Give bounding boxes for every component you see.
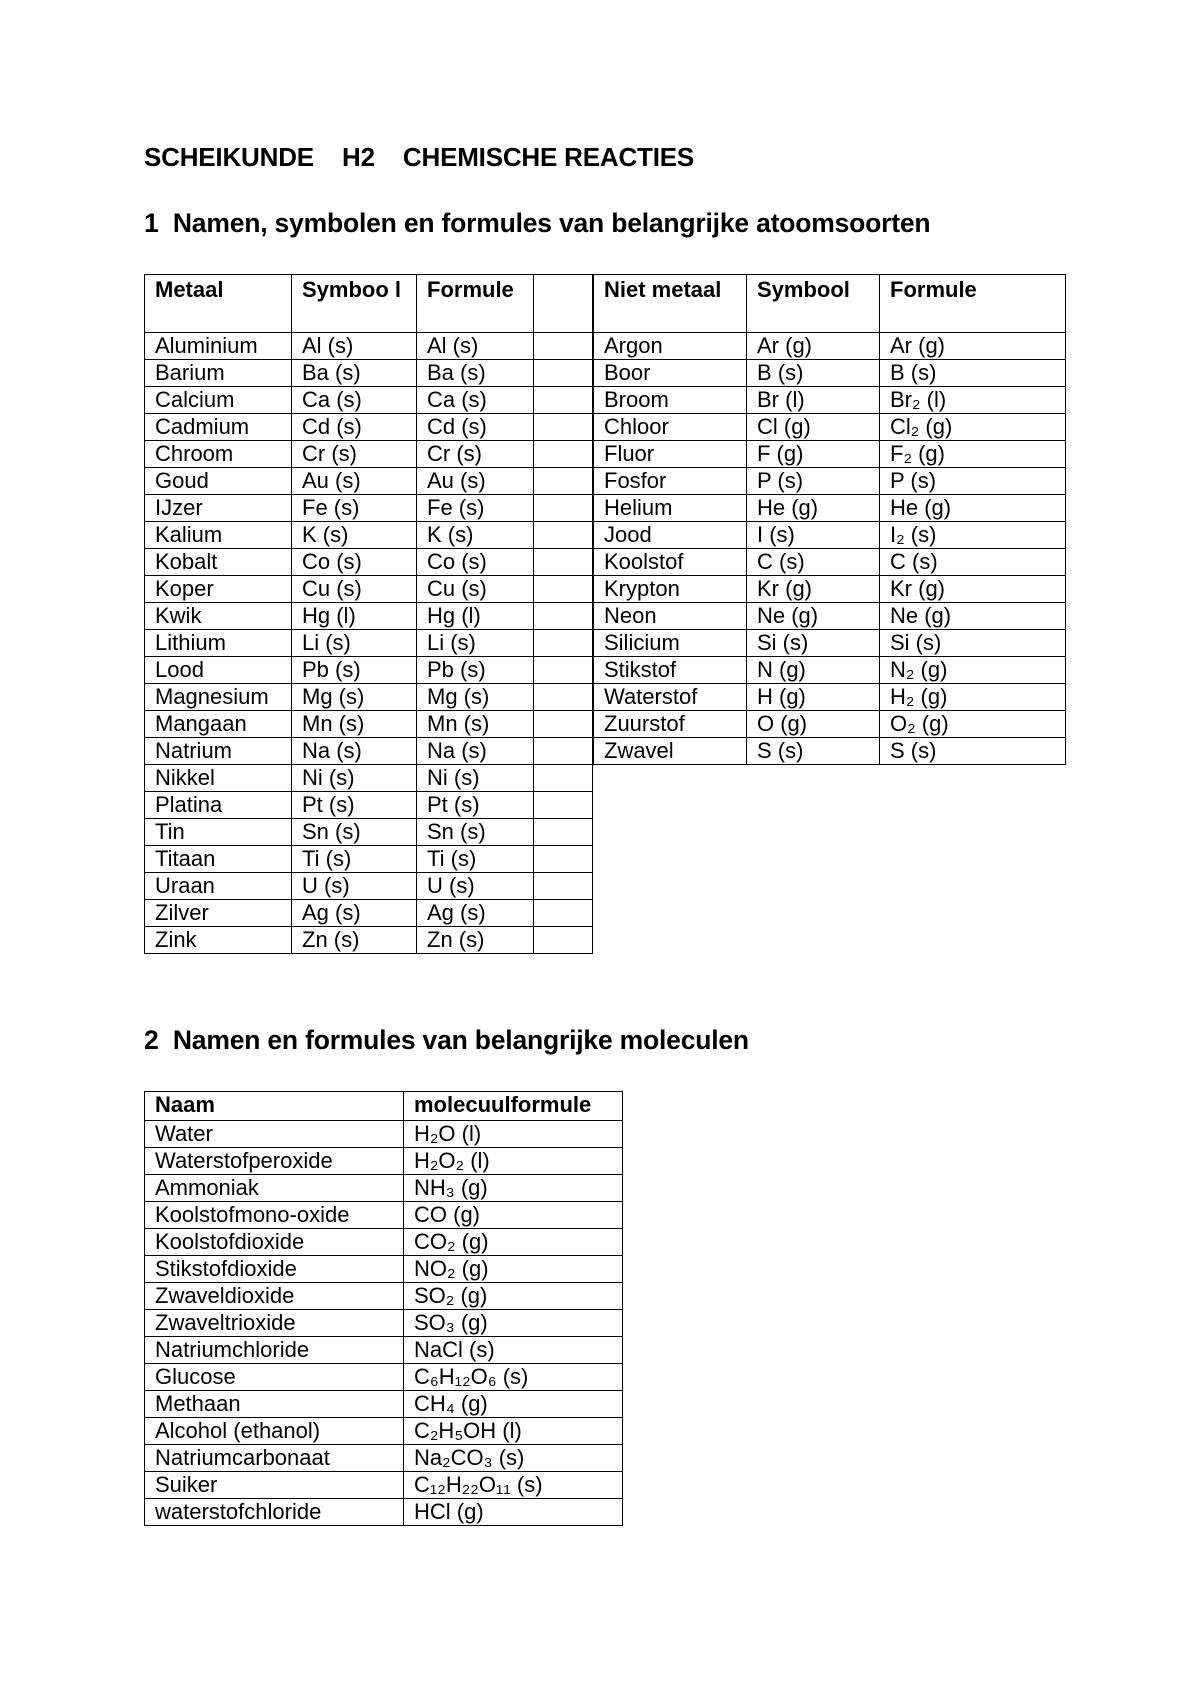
molecule-formula-cell: NO₂ (g) bbox=[404, 1256, 623, 1283]
molecule-name-cell: Alcohol (ethanol) bbox=[145, 1418, 404, 1445]
table-row bbox=[145, 684, 593, 711]
nonmetal-name-cell: Zwavel bbox=[594, 738, 747, 765]
nonmetal-formula-cell: H₂ (g) bbox=[880, 684, 1066, 711]
metal-symbol-cell: Li (s) bbox=[292, 630, 417, 657]
table-row bbox=[594, 441, 1066, 468]
molecules-header-row bbox=[145, 1092, 623, 1121]
metal-name-cell: Barium bbox=[145, 360, 292, 387]
nonmetal-name-cell: Zuurstof bbox=[594, 711, 747, 738]
spacer-cell bbox=[534, 738, 593, 765]
metal-symbol-cell: Pt (s) bbox=[292, 792, 417, 819]
metals-header-formule: Formule bbox=[417, 275, 534, 333]
nonmetal-formula-cell: Si (s) bbox=[880, 630, 1066, 657]
table-row bbox=[594, 603, 1066, 630]
table-row bbox=[594, 684, 1066, 711]
table-row bbox=[145, 1310, 623, 1337]
nonmetal-name-cell: Chloor bbox=[594, 414, 747, 441]
metal-formula-cell: Ca (s) bbox=[417, 387, 534, 414]
nonmetal-symbol-cell: C (s) bbox=[747, 549, 880, 576]
nonmetal-name-cell: Boor bbox=[594, 360, 747, 387]
nonmetal-formula-cell: I₂ (s) bbox=[880, 522, 1066, 549]
metal-formula-cell: Hg (l) bbox=[417, 603, 534, 630]
nonmetal-symbol-cell: Kr (g) bbox=[747, 576, 880, 603]
table-row bbox=[145, 846, 593, 873]
metal-formula-cell: Li (s) bbox=[417, 630, 534, 657]
metal-formula-cell: K (s) bbox=[417, 522, 534, 549]
nonmetal-symbol-cell: O (g) bbox=[747, 711, 880, 738]
page-title: SCHEIKUNDE H2 CHEMISCHE REACTIES bbox=[144, 142, 695, 172]
table-row bbox=[145, 522, 593, 549]
metals-header-spacer bbox=[534, 275, 593, 333]
metal-symbol-cell: Mn (s) bbox=[292, 711, 417, 738]
molecules-header-formule: molecuulformule bbox=[404, 1092, 623, 1121]
metal-name-cell: Nikkel bbox=[145, 765, 292, 792]
molecule-name-cell: Water bbox=[145, 1121, 404, 1148]
table-row bbox=[594, 522, 1066, 549]
spacer-cell bbox=[534, 846, 593, 873]
table-row bbox=[594, 360, 1066, 387]
molecule-formula-cell: H₂O (l) bbox=[404, 1121, 623, 1148]
table-row bbox=[145, 1283, 623, 1310]
nonmetal-symbol-cell: Si (s) bbox=[747, 630, 880, 657]
nonmetal-symbol-cell: F (g) bbox=[747, 441, 880, 468]
metal-name-cell: Titaan bbox=[145, 846, 292, 873]
metal-symbol-cell: Mg (s) bbox=[292, 684, 417, 711]
nonmetal-formula-cell: P (s) bbox=[880, 468, 1066, 495]
table-row bbox=[145, 603, 593, 630]
molecule-name-cell: Glucose bbox=[145, 1364, 404, 1391]
molecule-name-cell: Stikstofdioxide bbox=[145, 1256, 404, 1283]
spacer-cell bbox=[534, 414, 593, 441]
nonmetal-symbol-cell: H (g) bbox=[747, 684, 880, 711]
molecule-formula-cell: SO₂ (g) bbox=[404, 1283, 623, 1310]
spacer-cell bbox=[534, 549, 593, 576]
metal-symbol-cell: Ca (s) bbox=[292, 387, 417, 414]
spacer-cell bbox=[534, 657, 593, 684]
molecule-formula-cell: HCl (g) bbox=[404, 1499, 623, 1526]
molecules-header-naam: Naam bbox=[145, 1092, 404, 1121]
metal-formula-cell: Cr (s) bbox=[417, 441, 534, 468]
metal-formula-cell: Au (s) bbox=[417, 468, 534, 495]
metal-symbol-cell: Sn (s) bbox=[292, 819, 417, 846]
metal-name-cell: Lithium bbox=[145, 630, 292, 657]
metal-name-cell: Platina bbox=[145, 792, 292, 819]
nonmetal-formula-cell: He (g) bbox=[880, 495, 1066, 522]
metals-header-row bbox=[145, 275, 593, 333]
metal-formula-cell: Na (s) bbox=[417, 738, 534, 765]
table-row bbox=[145, 1499, 623, 1526]
nonmetal-formula-cell: F₂ (g) bbox=[880, 441, 1066, 468]
molecule-formula-cell: NaCl (s) bbox=[404, 1337, 623, 1364]
metal-formula-cell: Mn (s) bbox=[417, 711, 534, 738]
metal-name-cell: Goud bbox=[145, 468, 292, 495]
molecule-formula-cell: CO₂ (g) bbox=[404, 1229, 623, 1256]
molecule-name-cell: waterstofchloride bbox=[145, 1499, 404, 1526]
molecule-name-cell: Methaan bbox=[145, 1391, 404, 1418]
molecule-formula-cell: NH₃ (g) bbox=[404, 1175, 623, 1202]
metals-table bbox=[144, 274, 593, 954]
metal-symbol-cell: K (s) bbox=[292, 522, 417, 549]
table-row bbox=[145, 927, 593, 954]
nonmetal-formula-cell: Kr (g) bbox=[880, 576, 1066, 603]
metal-formula-cell: Ti (s) bbox=[417, 846, 534, 873]
metal-formula-cell: Al (s) bbox=[417, 333, 534, 360]
table-row bbox=[145, 711, 593, 738]
table-row bbox=[145, 1364, 623, 1391]
metal-formula-cell: Pb (s) bbox=[417, 657, 534, 684]
metal-name-cell: Uraan bbox=[145, 873, 292, 900]
molecule-name-cell: Suiker bbox=[145, 1472, 404, 1499]
nonmetals-header-formule: Formule bbox=[880, 275, 1066, 333]
table-row bbox=[594, 657, 1066, 684]
table-row bbox=[145, 1229, 623, 1256]
spacer-cell bbox=[534, 819, 593, 846]
table-row bbox=[594, 738, 1066, 765]
nonmetal-name-cell: Fluor bbox=[594, 441, 747, 468]
molecule-name-cell: Zwaveltrioxide bbox=[145, 1310, 404, 1337]
metal-symbol-cell: Al (s) bbox=[292, 333, 417, 360]
spacer-cell bbox=[534, 630, 593, 657]
table-row bbox=[145, 414, 593, 441]
metal-formula-cell: Zn (s) bbox=[417, 927, 534, 954]
nonmetal-symbol-cell: I (s) bbox=[747, 522, 880, 549]
spacer-cell bbox=[534, 927, 593, 954]
nonmetal-symbol-cell: He (g) bbox=[747, 495, 880, 522]
molecule-name-cell: Natriumcarbonaat bbox=[145, 1445, 404, 1472]
table-row bbox=[145, 576, 593, 603]
table-row bbox=[145, 1256, 623, 1283]
metal-name-cell: Magnesium bbox=[145, 684, 292, 711]
spacer-cell bbox=[534, 360, 593, 387]
molecule-name-cell: Koolstofmono-oxide bbox=[145, 1202, 404, 1229]
nonmetal-symbol-cell: P (s) bbox=[747, 468, 880, 495]
nonmetal-formula-cell: Cl₂ (g) bbox=[880, 414, 1066, 441]
metal-formula-cell: Cu (s) bbox=[417, 576, 534, 603]
nonmetal-name-cell: Fosfor bbox=[594, 468, 747, 495]
spacer-cell bbox=[534, 765, 593, 792]
table-row bbox=[145, 333, 593, 360]
spacer-cell bbox=[534, 684, 593, 711]
metal-symbol-cell: Na (s) bbox=[292, 738, 417, 765]
nonmetal-formula-cell: C (s) bbox=[880, 549, 1066, 576]
nonmetal-name-cell: Broom bbox=[594, 387, 747, 414]
metal-symbol-cell: Ni (s) bbox=[292, 765, 417, 792]
metal-symbol-cell: Ba (s) bbox=[292, 360, 417, 387]
nonmetal-symbol-cell: N (g) bbox=[747, 657, 880, 684]
nonmetal-symbol-cell: S (s) bbox=[747, 738, 880, 765]
metal-formula-cell: Sn (s) bbox=[417, 819, 534, 846]
table-row bbox=[145, 630, 593, 657]
metal-name-cell: Kobalt bbox=[145, 549, 292, 576]
table-row bbox=[594, 576, 1066, 603]
metals-header-metaal: Metaal bbox=[145, 275, 292, 333]
spacer-cell bbox=[534, 387, 593, 414]
molecule-formula-cell: H₂O₂ (l) bbox=[404, 1148, 623, 1175]
metal-name-cell: Aluminium bbox=[145, 333, 292, 360]
table-row bbox=[145, 1472, 623, 1499]
nonmetal-name-cell: Neon bbox=[594, 603, 747, 630]
table-row bbox=[145, 657, 593, 684]
metal-name-cell: Natrium bbox=[145, 738, 292, 765]
table-row bbox=[145, 1121, 623, 1148]
molecule-formula-cell: CH₄ (g) bbox=[404, 1391, 623, 1418]
table-row bbox=[594, 495, 1066, 522]
spacer-cell bbox=[534, 522, 593, 549]
metal-symbol-cell: Cr (s) bbox=[292, 441, 417, 468]
nonmetal-formula-cell: Ar (g) bbox=[880, 333, 1066, 360]
metal-name-cell: Mangaan bbox=[145, 711, 292, 738]
spacer-cell bbox=[534, 873, 593, 900]
metal-symbol-cell: Hg (l) bbox=[292, 603, 417, 630]
nonmetal-name-cell: Waterstof bbox=[594, 684, 747, 711]
table-row bbox=[145, 1148, 623, 1175]
metal-formula-cell: Fe (s) bbox=[417, 495, 534, 522]
metal-formula-cell: Cd (s) bbox=[417, 414, 534, 441]
nonmetal-name-cell: Silicium bbox=[594, 630, 747, 657]
molecule-formula-cell: C₆H₁₂O₆ (s) bbox=[404, 1364, 623, 1391]
molecule-name-cell: Zwaveldioxide bbox=[145, 1283, 404, 1310]
table-row bbox=[145, 738, 593, 765]
metal-symbol-cell: U (s) bbox=[292, 873, 417, 900]
molecule-formula-cell: C₂H₅OH (l) bbox=[404, 1418, 623, 1445]
metal-name-cell: Chroom bbox=[145, 441, 292, 468]
table-row bbox=[145, 900, 593, 927]
nonmetal-name-cell: Koolstof bbox=[594, 549, 747, 576]
metal-formula-cell: Co (s) bbox=[417, 549, 534, 576]
molecule-name-cell: Ammoniak bbox=[145, 1175, 404, 1202]
spacer-cell bbox=[534, 603, 593, 630]
metal-name-cell: Lood bbox=[145, 657, 292, 684]
nonmetal-formula-cell: N₂ (g) bbox=[880, 657, 1066, 684]
table-row bbox=[594, 387, 1066, 414]
table-row bbox=[594, 468, 1066, 495]
nonmetal-formula-cell: B (s) bbox=[880, 360, 1066, 387]
table-row bbox=[145, 1418, 623, 1445]
table-row bbox=[145, 387, 593, 414]
spacer-cell bbox=[534, 441, 593, 468]
metal-symbol-cell: Fe (s) bbox=[292, 495, 417, 522]
metal-formula-cell: Ni (s) bbox=[417, 765, 534, 792]
nonmetal-formula-cell: Br₂ (l) bbox=[880, 387, 1066, 414]
nonmetals-header-symbool: Symbool bbox=[747, 275, 880, 333]
nonmetal-name-cell: Argon bbox=[594, 333, 747, 360]
table-row bbox=[145, 1391, 623, 1418]
metal-symbol-cell: Au (s) bbox=[292, 468, 417, 495]
spacer-cell bbox=[534, 468, 593, 495]
table-row bbox=[145, 549, 593, 576]
metal-name-cell: Kalium bbox=[145, 522, 292, 549]
metal-symbol-cell: Ti (s) bbox=[292, 846, 417, 873]
spacer-cell bbox=[534, 711, 593, 738]
nonmetal-symbol-cell: Cl (g) bbox=[747, 414, 880, 441]
metal-formula-cell: Pt (s) bbox=[417, 792, 534, 819]
molecule-formula-cell: Na₂CO₃ (s) bbox=[404, 1445, 623, 1472]
spacer-cell bbox=[534, 333, 593, 360]
nonmetal-name-cell: Helium bbox=[594, 495, 747, 522]
metal-symbol-cell: Pb (s) bbox=[292, 657, 417, 684]
nonmetals-header-niet-metaal: Niet metaal bbox=[594, 275, 747, 333]
section-2-heading: 2 Namen en formules van belangrijke moleculen bbox=[144, 1025, 749, 1055]
nonmetal-name-cell: Krypton bbox=[594, 576, 747, 603]
nonmetal-formula-cell: S (s) bbox=[880, 738, 1066, 765]
table-row bbox=[145, 1445, 623, 1472]
table-row bbox=[594, 549, 1066, 576]
spacer-cell bbox=[534, 900, 593, 927]
metal-formula-cell: U (s) bbox=[417, 873, 534, 900]
metal-symbol-cell: Ag (s) bbox=[292, 900, 417, 927]
metal-symbol-cell: Cd (s) bbox=[292, 414, 417, 441]
metal-symbol-cell: Cu (s) bbox=[292, 576, 417, 603]
molecule-formula-cell: C₁₂H₂₂O₁₁ (s) bbox=[404, 1472, 623, 1499]
nonmetal-formula-cell: O₂ (g) bbox=[880, 711, 1066, 738]
metal-formula-cell: Mg (s) bbox=[417, 684, 534, 711]
metal-symbol-cell: Zn (s) bbox=[292, 927, 417, 954]
table-row bbox=[145, 1337, 623, 1364]
table-row bbox=[145, 873, 593, 900]
metal-formula-cell: Ag (s) bbox=[417, 900, 534, 927]
metal-name-cell: Zink bbox=[145, 927, 292, 954]
nonmetal-name-cell: Jood bbox=[594, 522, 747, 549]
metal-symbol-cell: Co (s) bbox=[292, 549, 417, 576]
table-row bbox=[594, 414, 1066, 441]
metals-header-symbool: Symboo l bbox=[292, 275, 417, 333]
metal-name-cell: Cadmium bbox=[145, 414, 292, 441]
molecule-formula-cell: SO₃ (g) bbox=[404, 1310, 623, 1337]
table-row bbox=[145, 468, 593, 495]
metal-name-cell: Calcium bbox=[145, 387, 292, 414]
table-row bbox=[594, 630, 1066, 657]
nonmetal-name-cell: Stikstof bbox=[594, 657, 747, 684]
spacer-cell bbox=[534, 792, 593, 819]
nonmetal-symbol-cell: Ne (g) bbox=[747, 603, 880, 630]
nonmetal-symbol-cell: B (s) bbox=[747, 360, 880, 387]
metal-name-cell: Kwik bbox=[145, 603, 292, 630]
table-row bbox=[145, 495, 593, 522]
nonmetals-table bbox=[593, 274, 1066, 765]
nonmetal-symbol-cell: Br (l) bbox=[747, 387, 880, 414]
nonmetals-header-row bbox=[594, 275, 1066, 333]
metal-name-cell: Zilver bbox=[145, 900, 292, 927]
molecule-formula-cell: CO (g) bbox=[404, 1202, 623, 1229]
metal-name-cell: Koper bbox=[145, 576, 292, 603]
molecules-table bbox=[144, 1091, 623, 1526]
nonmetal-symbol-cell: Ar (g) bbox=[747, 333, 880, 360]
table-row bbox=[145, 441, 593, 468]
metal-formula-cell: Ba (s) bbox=[417, 360, 534, 387]
spacer-cell bbox=[534, 495, 593, 522]
table-row bbox=[145, 1175, 623, 1202]
table-row bbox=[145, 765, 593, 792]
molecule-name-cell: Koolstofdioxide bbox=[145, 1229, 404, 1256]
nonmetal-formula-cell: Ne (g) bbox=[880, 603, 1066, 630]
molecule-name-cell: Natriumchloride bbox=[145, 1337, 404, 1364]
table-row bbox=[145, 360, 593, 387]
table-row bbox=[145, 792, 593, 819]
molecule-name-cell: Waterstofperoxide bbox=[145, 1148, 404, 1175]
table-row bbox=[145, 1202, 623, 1229]
table-row bbox=[594, 333, 1066, 360]
section-1-heading: 1 Namen, symbolen en formules van belangrijke atoomsoorten bbox=[144, 208, 931, 238]
table-row bbox=[594, 711, 1066, 738]
table-row bbox=[145, 819, 593, 846]
spacer-cell bbox=[534, 576, 593, 603]
metal-name-cell: Tin bbox=[145, 819, 292, 846]
metal-name-cell: IJzer bbox=[145, 495, 292, 522]
